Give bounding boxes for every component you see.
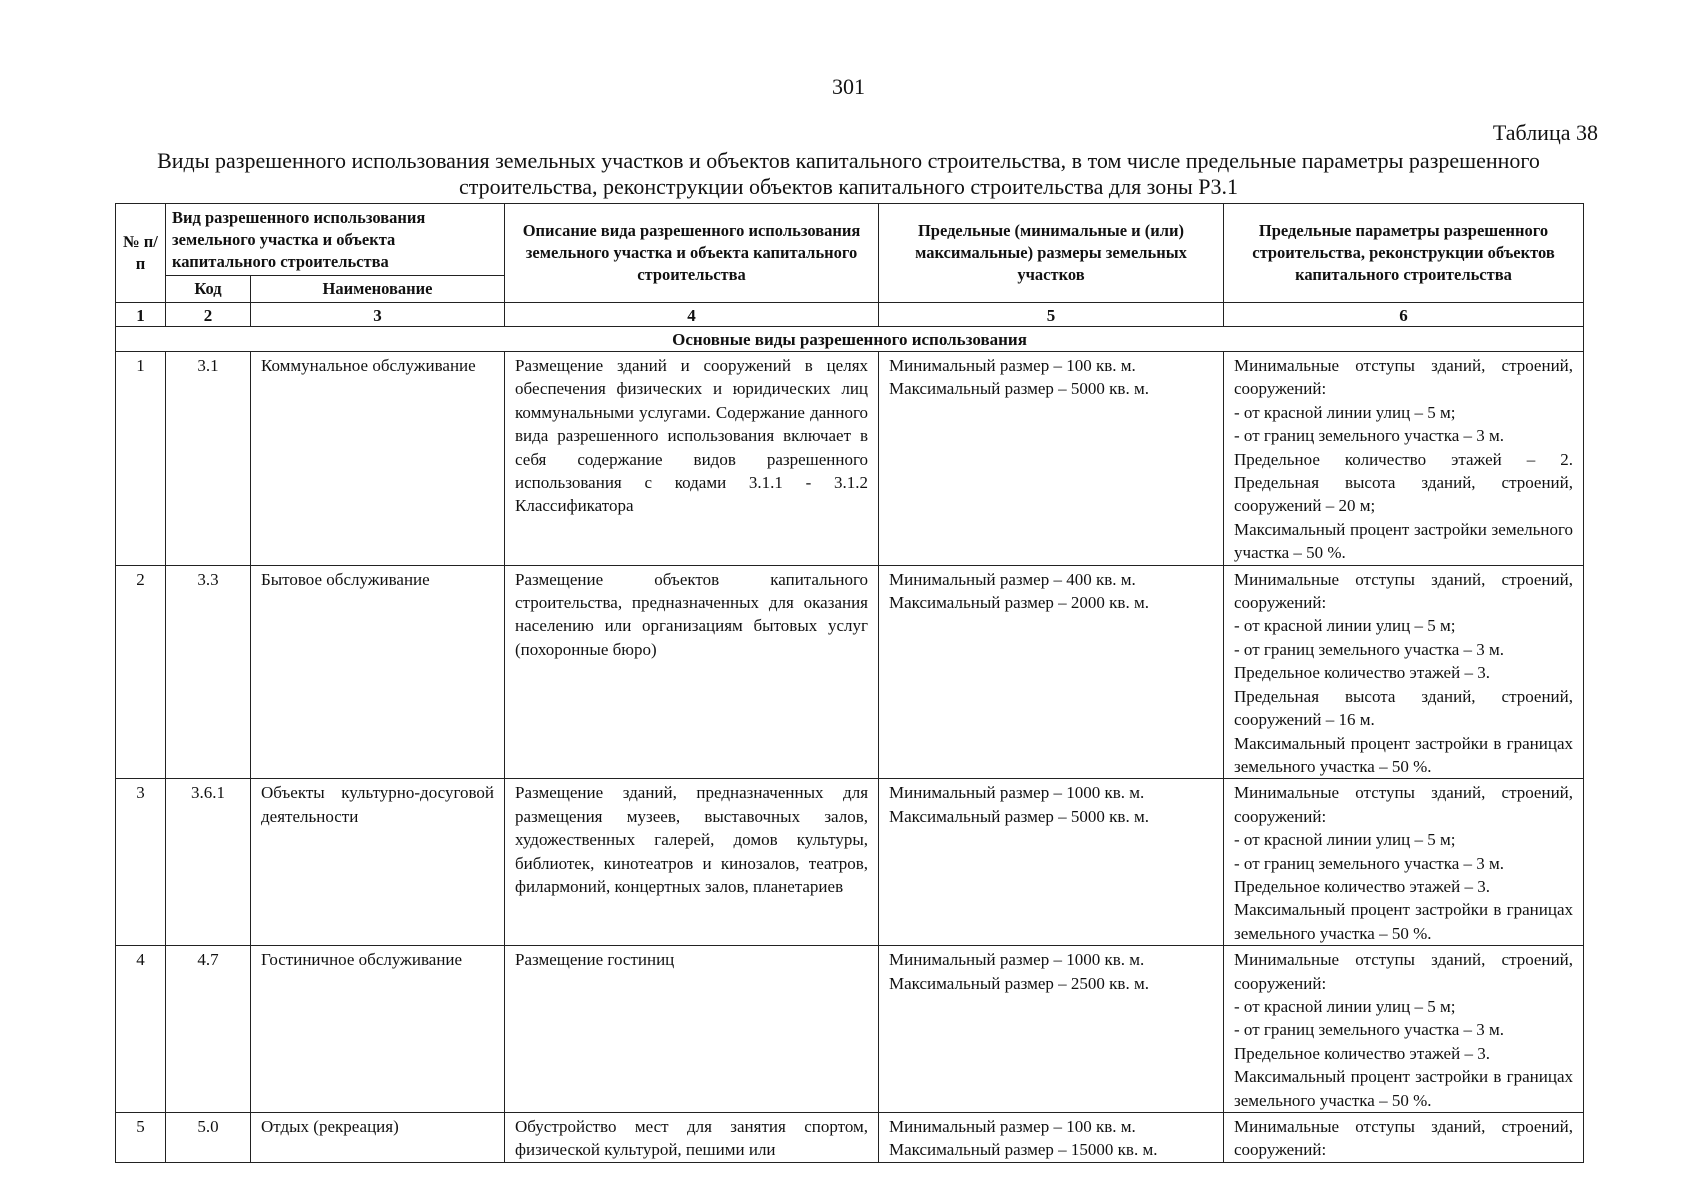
row-name: Коммунальное обслуживание [251, 352, 505, 566]
params-text: Минимальные отступы зданий, строений, сооружений: - от красной линии улиц – 5 м; - от границ земельного участка – 3 м. Предельное количество этажей – 3. Предельная высота зданий, строений, сооружений – 16 м. Максимальный процент застройки в границах земельного участка – 50 %. [1234, 569, 1574, 776]
row-number: 3 [116, 779, 166, 946]
row-params [1224, 352, 1584, 566]
table-row [116, 946, 1584, 1113]
row-params [1224, 946, 1584, 1113]
params-text: Минимальные отступы зданий, строений, сооружений: [1234, 1117, 1574, 1160]
row-description: Размещение объектов капитального строительства, предназначенных для оказания населению или организациям бытовых услуг (похоронные бюро) [505, 565, 879, 779]
column-number: 4 [505, 303, 879, 327]
size-line: Минимальный размер – 100 кв. м. [889, 1117, 1136, 1136]
column-number: 2 [166, 303, 251, 327]
row-number: 4 [116, 946, 166, 1113]
size-line: Максимальный размер – 15000 кв. м. [889, 1140, 1158, 1160]
row-description: Размещение зданий, предназначенных для размещения музеев, выставочных залов, художественных галерей, домов культуры, библиотек, кинотеатров и кинозалов, театров, филармоний, концертных залов, планетариев [505, 779, 879, 946]
header-description: Описание вида разрешенного использования земельного участка и объекта капитального строительства [505, 204, 879, 303]
row-description: Обустройство мест для занятия спортом, физической культурой, пешими или [505, 1113, 879, 1163]
table-row [116, 779, 1584, 946]
row-number: 2 [116, 565, 166, 779]
params-text: Минимальные отступы зданий, строений, сооружений: - от красной линии улиц – 5 м; - от границ земельного участка – 3 м. Предельное количество этажей – 2. Предельная высота зданий, строений, сооружений – 20 м; Максимальный процент застройки земельного участка – 50 %. [1234, 356, 1574, 563]
column-number: 1 [116, 303, 166, 327]
params-text: Минимальные отступы зданий, строений, сооружений: - от красной линии улиц – 5 м; - от границ земельного участка – 3 м. Предельное количество этажей – 3. Максимальный процент застройки в границах земельного участка – 50 %. [1234, 783, 1574, 943]
header-code: Код [166, 276, 251, 303]
page-number: 301 [832, 74, 865, 99]
row-code: 5.0 [166, 1113, 251, 1163]
row-sizes [879, 779, 1224, 946]
table-row [116, 565, 1584, 779]
size-line: Минимальный размер – 1000 кв. м. [889, 783, 1145, 803]
table-title: Виды разрешенного использования земельных участков и объектов капитального строительства, в том числе предельные параметры разрешенного строительства, реконструкции объектов капитального строительства для зоны Р3.1 [157, 148, 1540, 199]
size-line: Минимальный размер – 100 кв. м. [889, 356, 1136, 375]
row-code: 3.6.1 [166, 779, 251, 946]
row-name: Гостиничное обслуживание [251, 946, 505, 1113]
column-number-row [116, 303, 1584, 327]
header-num: № п/п [116, 204, 166, 303]
column-number: 5 [879, 303, 1224, 327]
row-description: Размещение гостиниц [505, 946, 879, 1113]
table-row [116, 352, 1584, 566]
row-name: Отдых (рекреация) [251, 1113, 505, 1163]
section-row [116, 327, 1584, 352]
row-name: Объекты культурно-досуговой деятельности [251, 779, 505, 946]
table-row [116, 1113, 1584, 1163]
section-title: Основные виды разрешенного использования [116, 327, 1584, 352]
table-label: Таблица 38 [1492, 120, 1598, 145]
row-sizes [879, 352, 1224, 566]
row-sizes [879, 946, 1224, 1113]
header-sizes: Предельные (минимальные и (или) максимальные) размеры земельных участков [879, 204, 1224, 303]
row-params [1224, 1113, 1584, 1163]
row-number: 1 [116, 352, 166, 566]
size-line: Максимальный размер – 2500 кв. м. [889, 973, 1149, 993]
column-number: 3 [251, 303, 505, 327]
size-line: Минимальный размер – 400 кв. м. [889, 569, 1136, 589]
size-line: Минимальный размер – 1000 кв. м. [889, 950, 1145, 970]
size-line: Максимальный размер – 5000 кв. м. [889, 379, 1149, 399]
size-line: Максимальный размер – 2000 кв. м. [889, 593, 1149, 613]
land-use-table [115, 203, 1584, 1163]
row-params [1224, 779, 1584, 946]
size-line: Максимальный размер – 5000 кв. м. [889, 806, 1149, 826]
row-sizes [879, 565, 1224, 779]
header-name: Наименование [251, 276, 505, 303]
header-use-type: Вид разрешенного использования земельного участка и объекта капитального строительства [166, 204, 505, 276]
row-sizes [879, 1113, 1224, 1163]
column-number: 6 [1224, 303, 1584, 327]
row-description: Размещение зданий и сооружений в целях обеспечения физических и юридических лиц коммунальными услугами. Содержание данного вида разрешенного использования включает в себя содержание видов разрешенного использования с кодами 3.1.1 - 3.1.2 Классификатора [505, 352, 879, 566]
header-params: Предельные параметры разрешенного строительства, реконструкции объектов капитального строительства [1224, 204, 1584, 303]
row-code: 4.7 [166, 946, 251, 1113]
params-text: Минимальные отступы зданий, строений, сооружений: - от красной линии улиц – 5 м; - от границ земельного участка – 3 м. Предельное количество этажей – 3. Максимальный процент застройки в границах земельного участка – 50 %. [1234, 950, 1574, 1110]
row-params [1224, 565, 1584, 779]
row-code: 3.3 [166, 565, 251, 779]
row-name: Бытовое обслуживание [251, 565, 505, 779]
row-number: 5 [116, 1113, 166, 1163]
row-code: 3.1 [166, 352, 251, 566]
